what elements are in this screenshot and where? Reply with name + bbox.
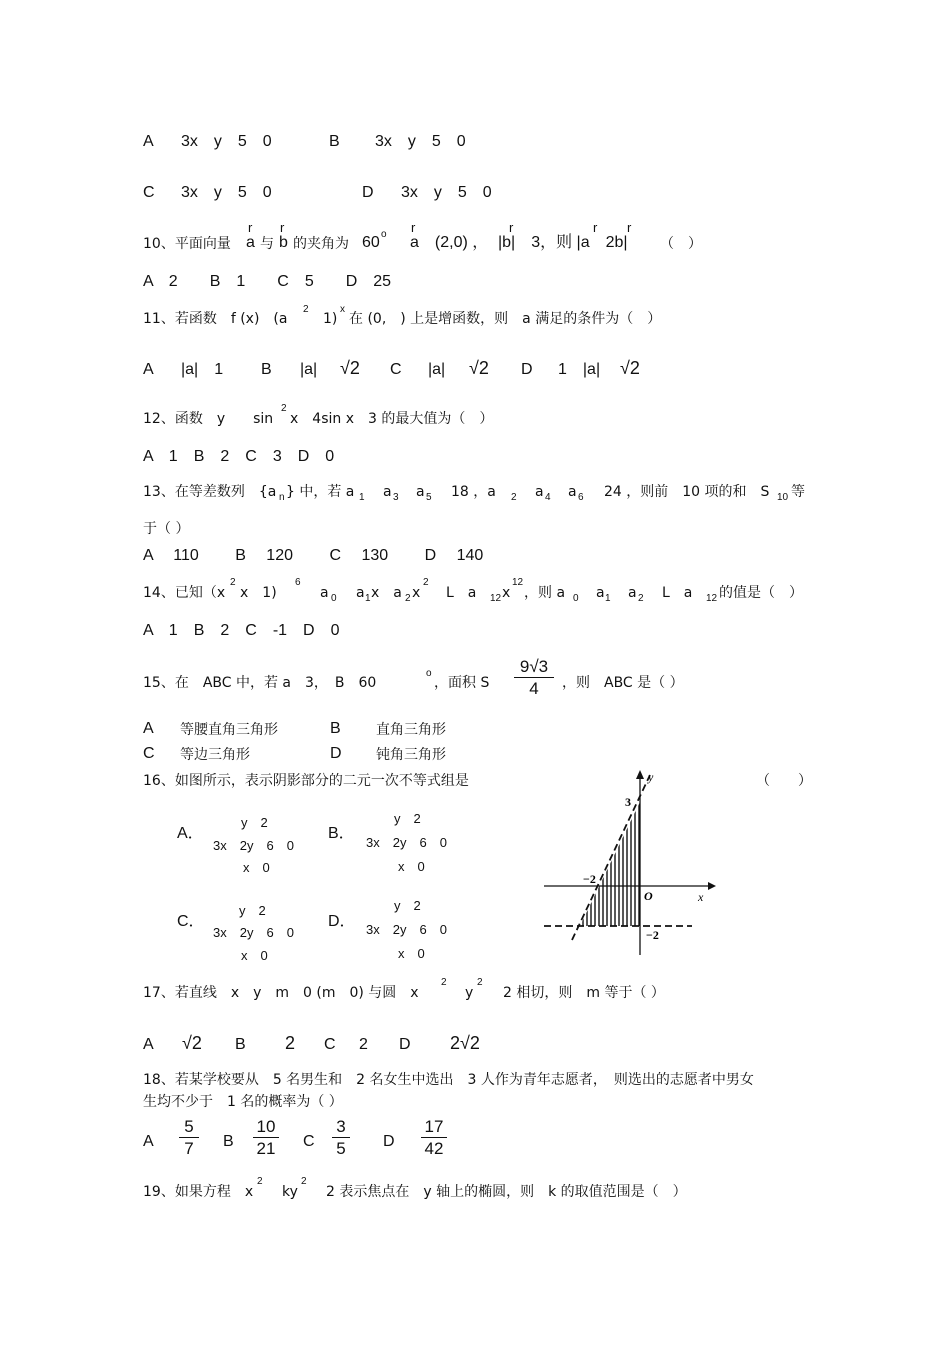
q11-text1: 11、若函数 f (x) (a — [143, 311, 288, 327]
q9-option-a-label: A — [143, 133, 154, 150]
q13-sub-4: 4 — [545, 492, 551, 503]
q11-sup2: 2 — [303, 304, 309, 315]
q16-a-line2: 3x 2y 6 0 — [213, 838, 294, 853]
q10-options: A 2 B 1 C 5 D 25 — [143, 273, 392, 290]
q18-option-d-label: D — [383, 1133, 395, 1150]
q14-text7: L a — [446, 585, 477, 601]
q10-degree: o — [381, 229, 387, 240]
q11-option-d-label: D — [521, 361, 533, 378]
q15-option-b: 直角三角形 — [376, 722, 446, 738]
q15-option-c: 等边三角形 — [180, 747, 250, 763]
q17-option-a-label: A — [143, 1036, 154, 1053]
q11-option-b-sqrt: √2 — [340, 358, 360, 378]
q11-option-b-label: B — [261, 361, 272, 378]
q18-option-c-fraction — [332, 1117, 350, 1160]
q19-text2: ky — [282, 1184, 298, 1200]
q14-text13: 的值是（ ） — [719, 585, 803, 601]
q9-option-d-label: D — [362, 184, 374, 201]
q14-text6: x — [412, 585, 421, 601]
q19-text3: 2 表示焦点在 y 轴上的椭圆，则 k 的取值范围是（ ） — [326, 1184, 687, 1200]
q13-18: 18 ，a — [451, 484, 496, 500]
q15-text2: ，面积 S — [434, 675, 490, 691]
q17-text2: y — [465, 985, 474, 1001]
q16-a-line1: y 2 — [241, 815, 268, 830]
q17-text1: 17、若直线 x y m 0 (m 0) 与圆 x — [143, 985, 419, 1001]
q15-area-fraction — [514, 657, 554, 700]
fig-neg2-y-label: −2 — [646, 928, 659, 942]
q13-24: 24 ，则前 10 项的和 S — [604, 484, 770, 500]
q14-text4: a — [356, 585, 365, 601]
fig-three-label: 3 — [625, 795, 631, 809]
q14-options: A 1 B 2 C -1 D 0 — [143, 622, 340, 639]
q9-option-c-label: C — [143, 184, 155, 201]
q15-option-a: 等腰直角三角形 — [180, 722, 278, 738]
q14-sub2: 2 — [405, 593, 411, 604]
fig-neg2-x-label: −2 — [583, 872, 596, 886]
q18-option-a-fraction — [179, 1117, 199, 1160]
q10-paren: （ ） — [660, 236, 702, 252]
q17-option-d-label: D — [399, 1036, 411, 1053]
q15-option-b-label: B — [330, 720, 341, 737]
q9-option-c: 3x y 5 0 — [181, 184, 272, 201]
q16-figure — [542, 765, 718, 958]
q14-sub2b: 2 — [638, 593, 644, 604]
q16-paren: （ ） — [756, 773, 812, 789]
q14-text2: x 1) — [240, 585, 277, 601]
q17-option-c: 2 — [359, 1036, 368, 1053]
q14-text11: a — [628, 585, 637, 601]
q16-c-line1: y 2 — [239, 903, 266, 918]
q11-option-a-label: A — [143, 361, 154, 378]
q17-sup2a: 2 — [441, 977, 447, 988]
q18-option-b-fraction — [253, 1117, 279, 1160]
shaded-region — [580, 802, 640, 926]
q18-a-num: 5 — [179, 1117, 199, 1138]
q14-supx2: 2 — [423, 577, 429, 588]
q9-option-b-label: B — [329, 133, 340, 150]
q13-sub-6: 6 — [578, 492, 584, 503]
q11-text2: 1) — [323, 311, 338, 327]
q11-supx: x — [340, 304, 345, 315]
q12-sup2: 2 — [281, 403, 287, 414]
q12-options: A 1 B 2 C 3 D 0 — [143, 448, 335, 465]
q18-b-num: 10 — [253, 1117, 279, 1138]
q13-a3: a — [383, 484, 392, 500]
q13-sub-1: 1 — [359, 492, 365, 503]
q14-sub12: 12 — [490, 593, 502, 604]
fig-x-label: x — [698, 890, 704, 904]
q16-text: 16、如图所示，表示阴影部分的二元一次不等式组是 — [143, 773, 469, 789]
q14-sub1: 1 — [365, 593, 371, 604]
q16-b-line1: y 2 — [394, 811, 421, 826]
q18-a-den: 7 — [184, 1139, 194, 1158]
q10-a-eq: a (2,0) ， — [410, 234, 489, 251]
q17-option-d: 2√2 — [450, 1033, 480, 1053]
q16-option-b-label: B． — [328, 825, 355, 842]
q16-d-line1: y 2 — [394, 898, 421, 913]
q14-sup6: 6 — [295, 577, 301, 588]
x-axis-arrow — [708, 882, 716, 890]
q15-degree: o — [426, 668, 432, 679]
q16-c-line2: 3x 2y 6 0 — [213, 925, 294, 940]
q18-option-a-label: A — [143, 1133, 154, 1150]
q18-b-den: 21 — [256, 1139, 276, 1158]
q15-option-c-label: C — [143, 745, 155, 762]
q18-d-den: 42 — [424, 1139, 444, 1158]
q18-c-den: 5 — [336, 1139, 346, 1158]
q10-a: a — [246, 234, 255, 251]
q18-option-b-label: B — [223, 1133, 234, 1150]
q11-text3: 在 (0, ) 上是增函数，则 a 满足的条件为（ ） — [349, 311, 662, 327]
q17-option-c-label: C — [324, 1036, 336, 1053]
q17-option-b-label: B — [235, 1036, 246, 1053]
q9-option-d: 3x y 5 0 — [401, 184, 492, 201]
q11-option-c-sqrt: √2 — [469, 358, 489, 378]
q16-option-d-label: D． — [328, 913, 356, 930]
q19-sup2b: 2 — [301, 1176, 307, 1187]
q18-option-c-label: C — [303, 1133, 315, 1150]
q19-sup2a: 2 — [257, 1176, 263, 1187]
q14-text1: 14、已知（x — [143, 585, 226, 601]
q13-a4: a — [535, 484, 544, 500]
q14-sup2: 2 — [230, 577, 236, 588]
q14-text8: x — [502, 585, 511, 601]
vector-arrow-a3: r — [593, 220, 598, 235]
q11-option-a: |a| 1 — [181, 361, 224, 378]
q13-text2: } 中，若 a — [286, 484, 355, 500]
q14-sub12b: 12 — [706, 593, 718, 604]
q13-tail: 等 — [791, 484, 805, 500]
q14-text3: a — [320, 585, 329, 601]
q15-frac-num: 9√3 — [514, 657, 554, 678]
q17-sup2b: 2 — [477, 977, 483, 988]
q11-option-c: |a| — [428, 361, 446, 378]
q15-option-d-label: D — [330, 745, 342, 762]
q16-d-line3: x 0 — [398, 946, 425, 961]
q17-option-b: 2 — [285, 1033, 296, 1053]
vector-arrow-b2: r — [509, 220, 514, 235]
fig-origin-label: O — [644, 889, 653, 903]
q16-c-line3: x 0 — [241, 948, 268, 963]
q11-option-d-sqrt: √2 — [620, 358, 640, 378]
q14-sup12: 12 — [512, 577, 524, 588]
q14-sub0: 0 — [331, 593, 337, 604]
q11-option-c-label: C — [390, 361, 402, 378]
q18-c-num: 3 — [332, 1117, 350, 1138]
q13-sub-5: 5 — [426, 492, 432, 503]
q17-option-a: √2 — [182, 1033, 202, 1053]
q16-b-line3: x 0 — [398, 859, 425, 874]
q9-option-a: 3x y 5 0 — [181, 133, 272, 150]
q14-text9: ，则 a — [524, 585, 566, 601]
q15-option-d: 钝角三角形 — [376, 747, 446, 763]
q14-text10: a — [596, 585, 605, 601]
q10-angle: 60 — [362, 234, 380, 251]
q10-b: b — [279, 234, 288, 251]
q16-option-c-label: C． — [177, 913, 205, 930]
q13-a5: a — [416, 484, 425, 500]
q10-with: 与 — [260, 236, 274, 252]
q10-b-abs: |b| 3，则 |a 2b| — [498, 234, 628, 251]
q12-text1: 12、函数 y sin — [143, 411, 274, 427]
q18-d-num: 17 — [421, 1117, 447, 1138]
q15-text1: 15、在 ABC 中，若 a 3， B 60 — [143, 675, 377, 691]
q13-sub-2: 2 — [511, 492, 517, 503]
q12-text2: x 4sin x 3 的最大值为（ ） — [290, 411, 494, 427]
q13-sub-3: 3 — [393, 492, 399, 503]
q14-text5: x a — [371, 585, 402, 601]
q19-text1: 19、如果方程 x — [143, 1184, 254, 1200]
fig-y-label: y — [648, 770, 654, 784]
q10-angle-text: 的夹角为 — [293, 236, 349, 252]
q17-text3: 2 相切，则 m 等于（ ） — [503, 985, 665, 1001]
q15-option-a-label: A — [143, 720, 154, 737]
vector-arrow-a2: r — [411, 220, 416, 235]
q14-text12: L a — [662, 585, 693, 601]
q15-frac-den: 4 — [529, 679, 539, 698]
q13-sub-n: n — [279, 492, 285, 503]
q15-text3: ，则 ABC 是（ ） — [562, 675, 684, 691]
q16-a-line3: x 0 — [243, 860, 270, 875]
q18-option-d-fraction — [421, 1117, 447, 1160]
vector-arrow-b: r — [280, 220, 285, 235]
vector-arrow-a: r — [248, 220, 253, 235]
q13-sub-10: 10 — [777, 492, 789, 503]
q16-option-a-label: A． — [177, 825, 204, 842]
q16-d-line2: 3x 2y 6 0 — [366, 922, 447, 937]
q13-a6: a — [568, 484, 577, 500]
q9-option-b: 3x y 5 0 — [375, 133, 466, 150]
q11-option-d: 1 |a| — [558, 361, 601, 378]
q14-sub0b: 0 — [573, 593, 579, 604]
q13-options: A 110 B 120 C 130 D 140 — [143, 547, 484, 564]
q18-line2: 生均不少于 1 名的概率为（ ） — [143, 1094, 343, 1110]
q13-text1: 13、在等差数列 {a — [143, 484, 277, 500]
q18-line1: 18、若某学校要从 5 名男生和 2 名女生中选出 3 人作为青年志愿者， 则选出的志愿者中男女 — [143, 1072, 754, 1088]
q13-line2: 于（ ） — [143, 521, 190, 537]
vector-arrow-b3: r — [627, 220, 632, 235]
q10-prefix: 10、平面向量 — [143, 236, 231, 252]
q16-b-line2: 3x 2y 6 0 — [366, 835, 447, 850]
q11-option-b: |a| — [300, 361, 318, 378]
y-axis-arrow — [636, 770, 644, 779]
q14-sub1b: 1 — [605, 593, 611, 604]
